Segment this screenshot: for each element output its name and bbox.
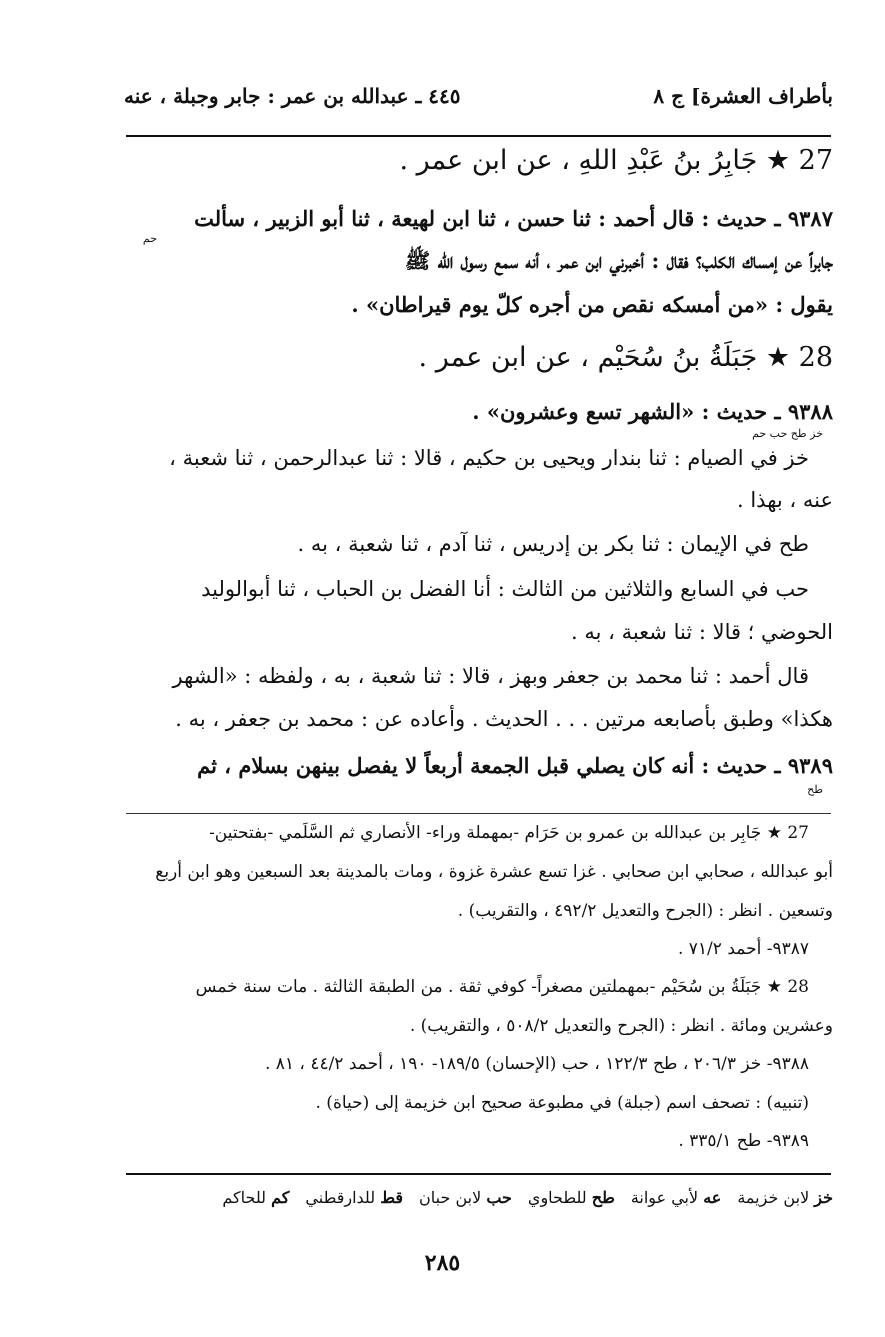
legend-item	[528, 1188, 615, 1207]
footnote-28-line-1: 28 ★ جَبَلَةُ بن سُحَيْم -بمهملتين مصغراً- كوفي ثقة . من الطبقة الثالثة . مات سنة خمس	[195, 977, 809, 997]
hadith-9388-title: ٩٣٨٨ ـ حديث : «الشهر تسع وعشرون» .	[472, 399, 833, 424]
legend-abbr: عه	[703, 1188, 722, 1207]
legend-text: للدارقطني	[305, 1188, 376, 1207]
legend-item	[222, 1188, 289, 1207]
hadith-9388-tah: طح في الإيمان : ثنا بكر بن إدريس ، ثنا آدم ، ثنا شعبة ، به .	[297, 532, 809, 556]
footnote-27-line-2: أبو عبدالله ، صحابي ابن صحابي . غزا تسع عشرة غزوة ، ومات بالمدينة بعد السبعين وهو ابن أربع	[155, 862, 833, 882]
footnote-9387: ٩٣٨٧- أحمد ٧١/٢ .	[677, 939, 809, 959]
legend-item	[631, 1188, 722, 1207]
legend-text: لابن حبان	[419, 1188, 482, 1207]
footnote-9388: ٩٣٨٨- خز ٢٠٦/٣ ، طح ١٢٢/٣ ، حب (الإحسان) ١٨٩/٥- ١٩٠ ، أحمد ٤٤/٢ ، ٨١ .	[264, 1054, 809, 1074]
hadith-9387-line-2: جابراً عن إمساك الكلب؟ فقال : أخبرني ابن عمر ، أنه سمع رسول الله ﷺ	[404, 248, 833, 273]
legend-text: للحاكم	[222, 1188, 267, 1207]
source-symbol-tah: طح	[807, 783, 823, 796]
footnote-9389: ٩٣٨٩- طح ٣٣٥/١ .	[678, 1131, 809, 1151]
hadith-9389-line-1: ٩٣٨٩ ـ حديث : أنه كان يصلي قبل الجمعة أربعاً لا يفصل بينهن بسلام ، ثم	[197, 753, 833, 778]
footnote-27-line-1: 27 ★ جَابِر بن عبدالله بن عمرو بن حَرَام -بمهملة وراء- الأنصاري ثم السَّلَمي -بفتحتين-	[209, 823, 809, 843]
legend-text: لأبي عوانة	[630, 1188, 699, 1207]
hadith-9388-khz-line-1: خز في الصيام : ثنا بندار ويحيى بن حكيم ، قالا : ثنا عبدالرحمن ، ثنا شعبة ،	[169, 446, 809, 470]
running-header-left: ٤٤٥ ـ عبدالله بن عمر : جابر وجبلة ، عنه	[124, 84, 461, 108]
hadith-9388-ahmad-line-1: قال أحمد : ثنا محمد بن جعفر وبهز ، قالا : ثنا شعبة ، به ، ولفظه : «الشهر	[172, 664, 809, 688]
footer-rule	[126, 1173, 831, 1175]
legend-abbr: كم	[271, 1188, 290, 1207]
narrator-heading-27: 27 ★ جَابِرُ بنُ عَبْدِ اللهِ ، عن ابن عمر .	[399, 145, 833, 176]
header-rule	[126, 135, 831, 137]
hadith-9388-khz-line-2: عنه ، بهذا .	[737, 488, 833, 512]
legend-text: للطحاوي	[527, 1188, 587, 1207]
source-symbols-9388: خز طح حب حم	[752, 427, 823, 440]
legend-item	[737, 1188, 833, 1207]
hadith-9388-hb-line-2: الحوضي ؛ قالا : ثنا شعبة ، به .	[571, 620, 833, 644]
footnote-28-line-2: وعشرين ومائة . انظر : (الجرح والتعديل ٥٠٨/٢ ، والتقريب) .	[409, 1016, 833, 1036]
legend-abbr: حب	[486, 1188, 512, 1207]
source-symbol-hm: حم	[142, 232, 157, 245]
page-number: ٢٨٥	[424, 1250, 461, 1276]
legend-abbr: طح	[591, 1188, 615, 1207]
footnote-note: (تنبيه) : تصحف اسم (جبلة) في مطبوعة صحيح ابن خزيمة إلى (حياة) .	[315, 1093, 809, 1113]
legend-item	[419, 1188, 512, 1207]
hadith-9387-line-3: يقول : «من أمسكه نقص من أجره كلّ يوم قيراطان» .	[351, 292, 833, 317]
hadith-9387-line-1: ٩٣٨٧ ـ حديث : قال أحمد : ثنا حسن ، ثنا ابن لهيعة ، ثنا أبو الزبير ، سألت	[194, 206, 833, 231]
narrator-heading-28: 28 ★ جَبَلَةُ بنُ سُحَيْم ، عن ابن عمر .	[418, 342, 833, 373]
legend-abbr: قط	[380, 1188, 404, 1207]
hadith-9388-ahmad-line-2: هكذا» وطبق بأصابعه مرتين . . . الحديث . وأعاده عن : محمد بن جعفر ، به .	[175, 707, 833, 731]
footnote-27-line-3: وتسعين . انظر : (الجرح والتعديل ٤٩٢/٢ ، والتقريب) .	[457, 901, 833, 921]
legend-abbr: خز	[814, 1188, 833, 1207]
hadith-9388-hb-line-1: حب في السابع والثلاثين من الثالث : أنا الفضل بن الحباب ، ثنا أبوالوليد	[201, 577, 809, 601]
legend-item	[305, 1188, 403, 1207]
running-header-right: بأطراف العشرة] ج ٨	[653, 84, 833, 108]
footnote-separator	[126, 813, 831, 814]
legend-text: لابن خزيمة	[737, 1188, 810, 1207]
abbreviation-legend	[222, 1188, 833, 1207]
